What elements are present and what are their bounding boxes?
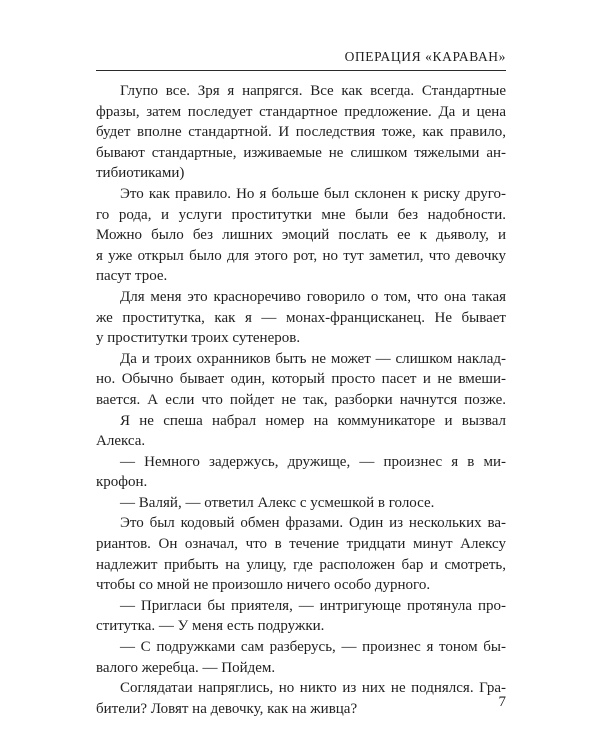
text-line: надлежит прибыть на улицу, где расположен бар и смотреть,: [96, 556, 506, 573]
text-line: у проститутки троих сутенеров.: [96, 330, 301, 347]
body-text: [96, 81, 506, 719]
text-line: пасут трое.: [96, 268, 168, 285]
text-line: Для меня это красноречиво говорило о том, что она такая: [120, 288, 506, 305]
text-line: Я не спеша набрал номер на коммуникаторе и вызвал: [120, 412, 506, 429]
text-line: Это как правило. Но я больше был склонен к риску друго-: [120, 185, 506, 202]
text-line: валого жеребца. — Пойдем.: [96, 659, 276, 676]
text-line: бывают стандартные, изживаемые не слишком тяжелыми ан-: [96, 144, 506, 161]
text-line: крофон.: [96, 474, 148, 491]
text-line: го рода, и услуги проститутки мне были без надобности.: [96, 206, 506, 223]
running-title: ОПЕРАЦИЯ «КАРАВАН»: [344, 49, 506, 64]
text-line: ститутка. — У меня есть подружки.: [96, 618, 325, 635]
text-line: фразы, затем последует стандартное предложение. Да и цена: [96, 103, 506, 120]
text-line: — Валяй, — ответил Алекс с усмешкой в голосе.: [120, 494, 435, 511]
text-line: же проститутка, как я — монах-францисканец. Не бывает: [96, 309, 506, 326]
text-line: Глупо все. Зря я напрягся. Все как всегда. Стандартные: [120, 83, 506, 99]
text-line: тибиотиками): [96, 165, 185, 182]
text-line: Да и троих охранников быть не может — слишком наклад-: [120, 350, 506, 367]
text-line: — Пригласи бы приятеля, — интригующе протянула про-: [120, 597, 506, 614]
text-line: — С подружками сам разберусь, — произнес я тоном бы-: [120, 639, 506, 656]
page-number: 7: [498, 694, 506, 710]
text-line: Это был кодовый обмен фразами. Один из нескольких ва-: [120, 515, 506, 532]
text-line: чтобы со мной не произошло ничего особо дурного.: [96, 577, 431, 594]
text-line: я уже открыл было для этого рот, но тут заметил, что девочку: [96, 247, 506, 264]
text-line: Можно было без лишних эмоций послать ее к дьяволу, и: [96, 227, 506, 244]
text-line: вается. А если что пойдет не так, разборки начнутся позже.: [96, 391, 506, 408]
text-line: будет вполне стандартной. И последствия тоже, как правило,: [96, 124, 506, 141]
text-line: риантов. Он означал, что в течение тридцати минут Алексу: [96, 536, 506, 553]
page-header: [96, 48, 506, 71]
text-line: Алекса.: [96, 433, 146, 450]
text-line: Соглядатаи напряглись, но никто из них не поднялся. Гра-: [120, 680, 506, 697]
text-line: — Немного задержусь, дружище, — произнес я в ми-: [120, 453, 506, 470]
text-line: но. Обычно бывает один, который просто пасет и не вмеши-: [96, 371, 506, 388]
text-line: бители? Ловят на девочку, как на живца?: [96, 700, 358, 717]
